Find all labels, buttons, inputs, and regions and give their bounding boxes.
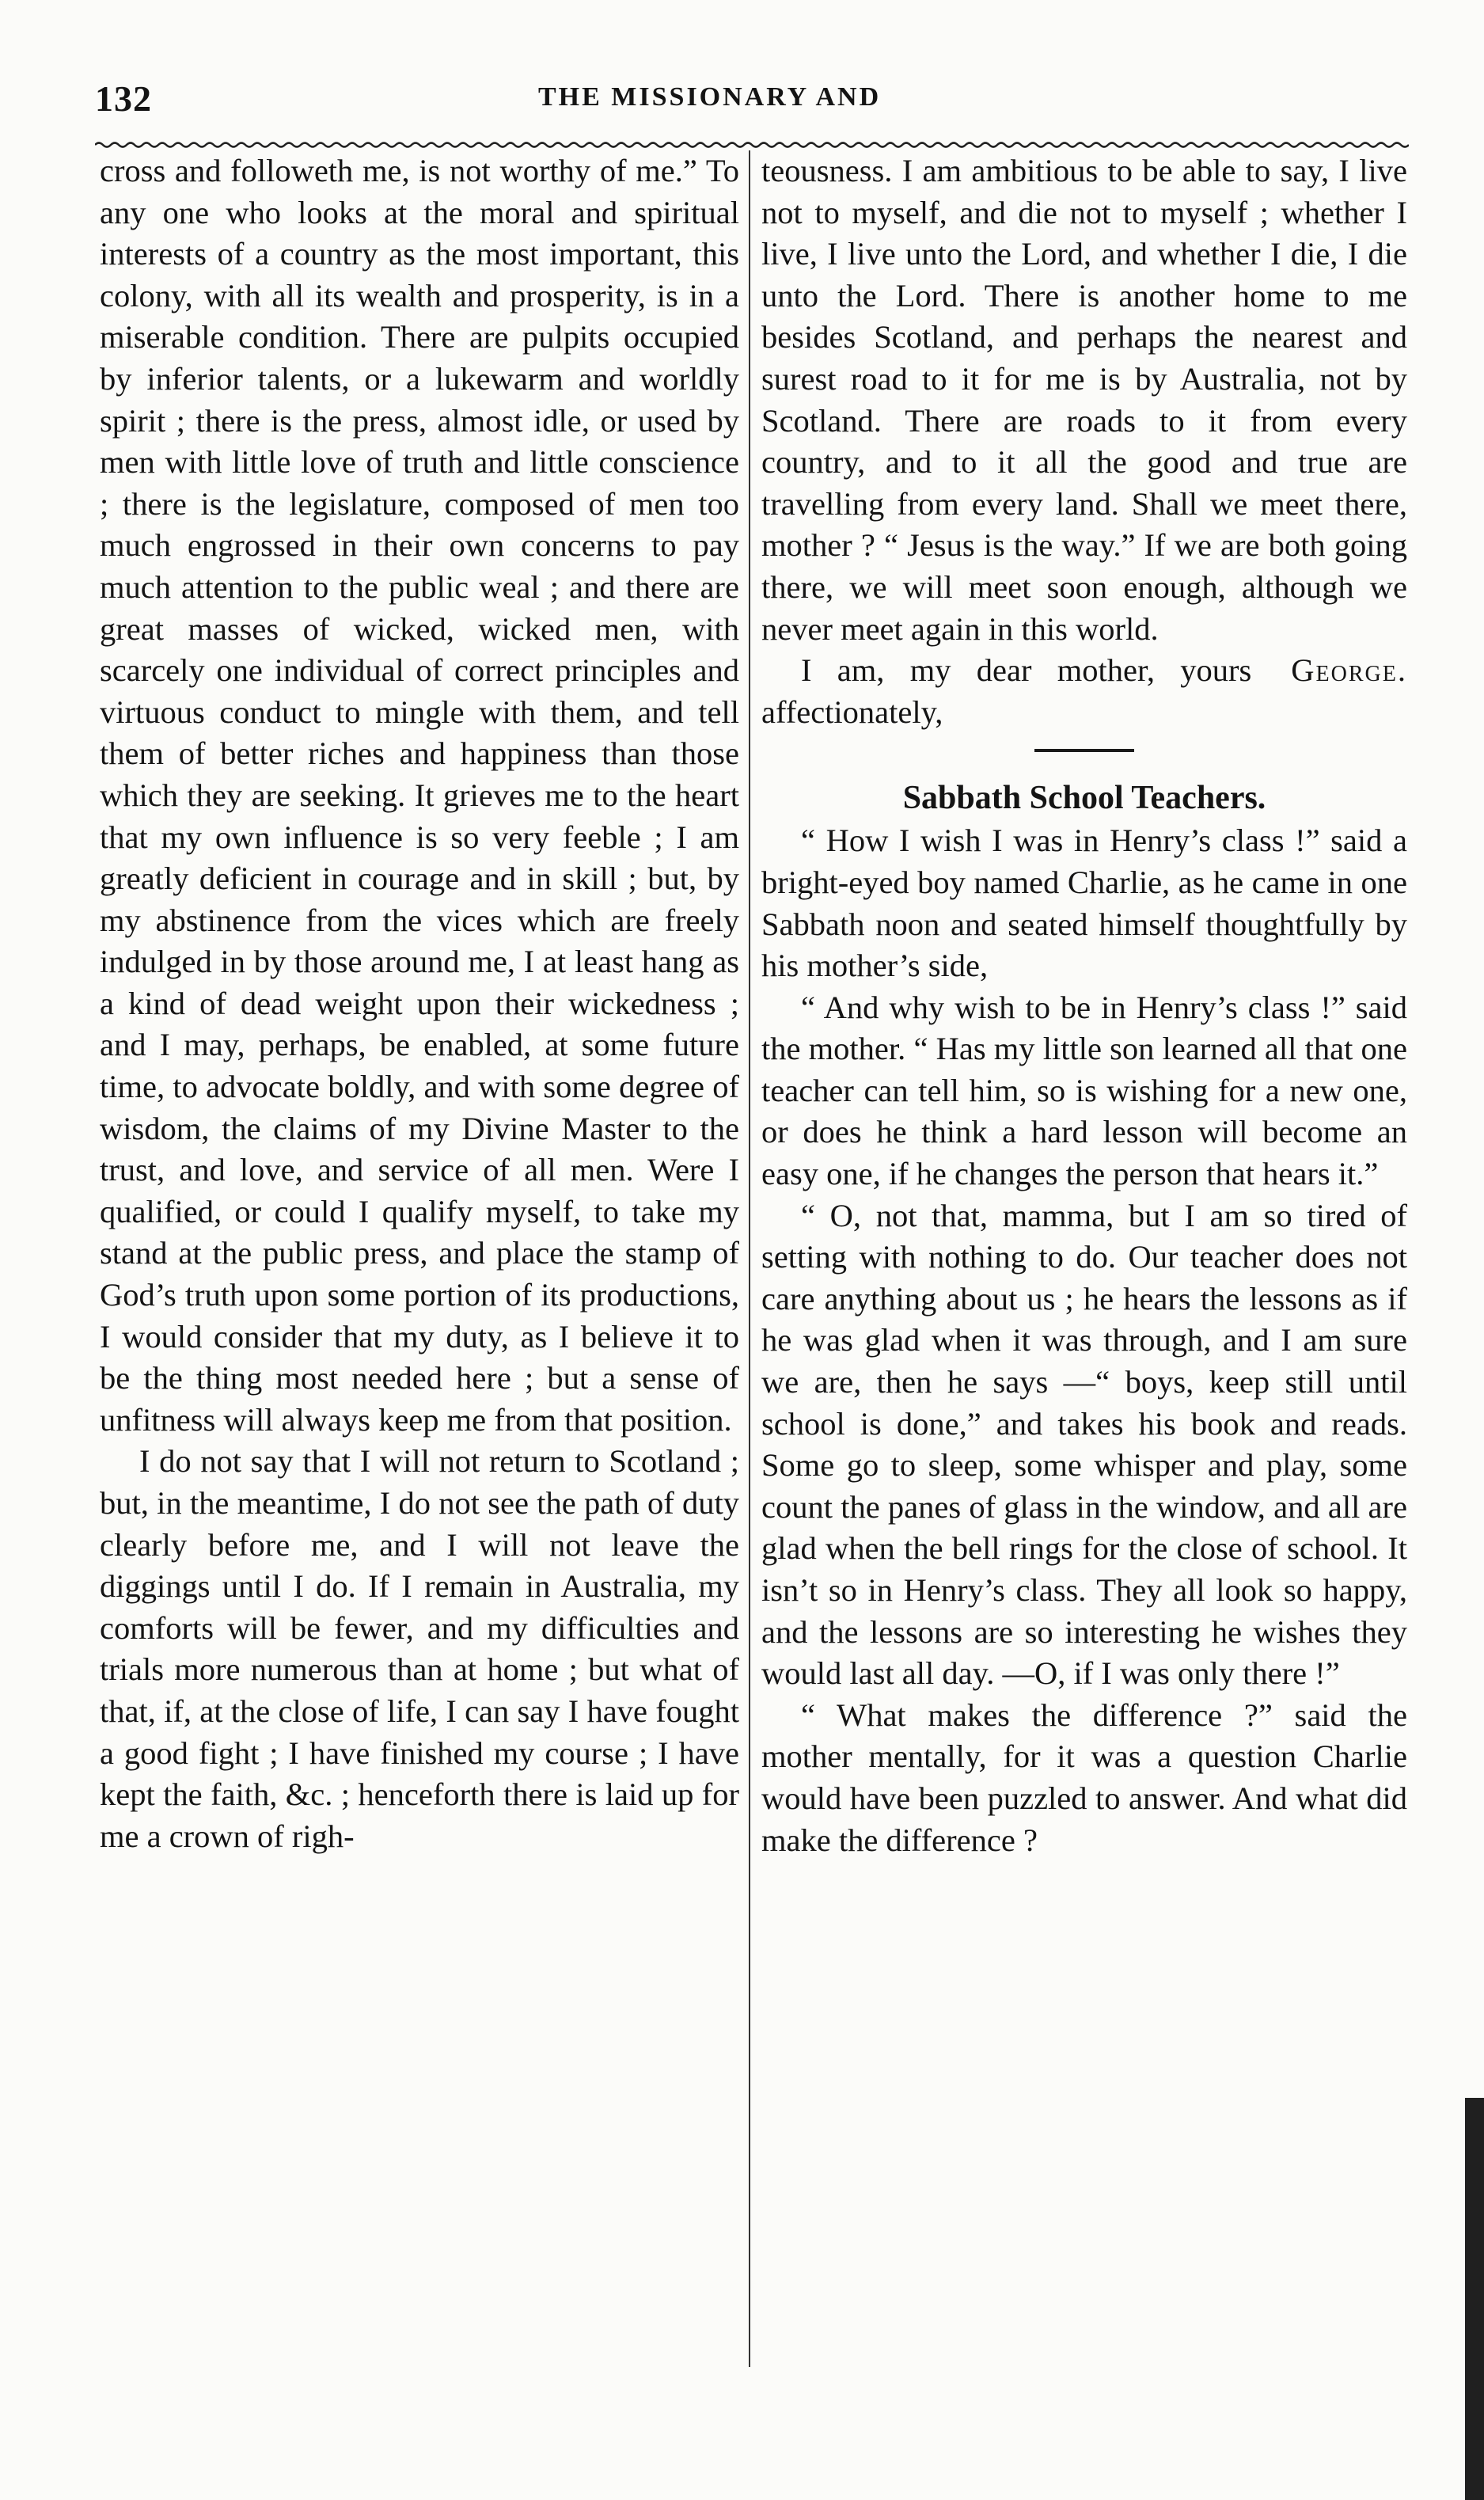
running-head: THE MISSIONARY AND: [538, 82, 882, 112]
left-column: [100, 150, 739, 1857]
left-paragraph-2: I do not say that I will not return to Scotland ; but, in the meantime, I do not see the path of duty clearly before me, and I will not leave the diggings until I do. If I remain in Australia, my comforts will be fewer, and my difficulties and trials more numerous than at home ; but what of that, if, at the close of life, I can say I have fought a good fight ; I have finished my course ; I have kept the faith, &c. ; henceforth there is laid up for me a crown of righ-: [100, 1443, 739, 1854]
scan-edge-shadow: [1465, 2098, 1484, 2500]
page-number: 132: [95, 78, 152, 119]
right-paragraph-1: teousness. I am ambitious to be able to say, I live not to myself, and die not to myself ; whether I live, I live unto the Lord, and whether I die, I die unto the Lord. There is another home to me besides Scotland, and perhaps the nearest and surest road to it for me is by Australia, not by Scotland. There are roads to it from every country, and to it all the good and true are travelling from every land. Shall we meet there, mother ? “ Jesus is the way.” If we are both going there, we will meet soon enough, although we never meet again in this world.: [761, 153, 1407, 647]
letter-closing: I am, my dear mother, yours affectionately,: [761, 652, 1252, 730]
right-paragraph-4: “ O, not that, mamma, but I am so tired of setting with nothing to do. Our teacher does not care anything about us ; he hears the lessons as if he was glad when it was through, and I am sure we are, then he says —“ boys, keep still until school is done,” and takes his book and reads. Some go to sleep, some whisper and play, some count the panes of glass in the window, and all are glad when the bell rings for the close of school. It isn’t so in Henry’s class. They all look so happy, and the lessons are so interesting he wishes they would last all day. —O, if I was only there !”: [761, 1197, 1407, 1692]
right-paragraph-3: “ And why wish to be in Henry’s class !” said the mother. “ Has my little son learned all that one teacher can tell him, so is wishing for a new one, or does he think a hard lesson will become an easy one, if he changes the person that hears it.”: [761, 989, 1407, 1192]
right-paragraph-5: “ What makes the difference ?” said the mother mentally, for it was a question Charlie would have been puzzled to answer. And what did make the difference ?: [761, 1696, 1407, 1858]
left-paragraph-1: cross and followeth me, is not worthy of me.” To any one who looks at the moral and spiritual interests of a country as the most important, this colony, with all its wealth and prosperity, is in a miserable condition. There are pulpits occupied by inferior talents, or a lukewarm and worldly spirit ; there is the press, almost idle, or used by men with little love of truth and little conscience ; there is the legislature, composed of men too much engrossed in their own concerns to pay much attention to the public weal ; and there are great masses of wicked, wicked men, with scarcely one individual of correct principles and virtuous conduct to mingle with them, and tell them of better riches and happiness than those which they are seeking. It grieves me to the heart that my own influence is so very feeble ; I am greatly deficient in courage and in skill ; but, by my abstinence from the vices which are freely indulged in by those around me, I at least hang as a kind of dead weight upon their wickedness ; and I may, perhaps, be enabled, at some future time, to advocate boldly, and with some degree of wisdom, the claims of my Divine Master to the trust, and love, and service of all men. Were I qualified, or could I qualify myself, to take my stand at the public press, and place the stamp of God’s truth upon some portion of its productions, I would consider that my duty, as I believe it to be the thing most needed here ; but a sense of unfitness will always keep me from that position.: [100, 153, 739, 1438]
section-separator: [1034, 749, 1134, 752]
right-paragraph-2: “ How I wish I was in Henry’s class !” said a bright-eyed boy named Charlie, as he came in one Sabbath noon and seated himself thoughtfully by his mother’s side,: [761, 823, 1407, 984]
right-column: [761, 150, 1407, 1861]
page-header: [95, 78, 1409, 125]
letter-closing-line: [761, 650, 1407, 733]
column-divider: [749, 150, 750, 2367]
letter-signature: George.: [1291, 652, 1407, 689]
header-wavy-rule: [95, 141, 1409, 149]
section-title: Sabbath School Teachers.: [902, 780, 1266, 817]
